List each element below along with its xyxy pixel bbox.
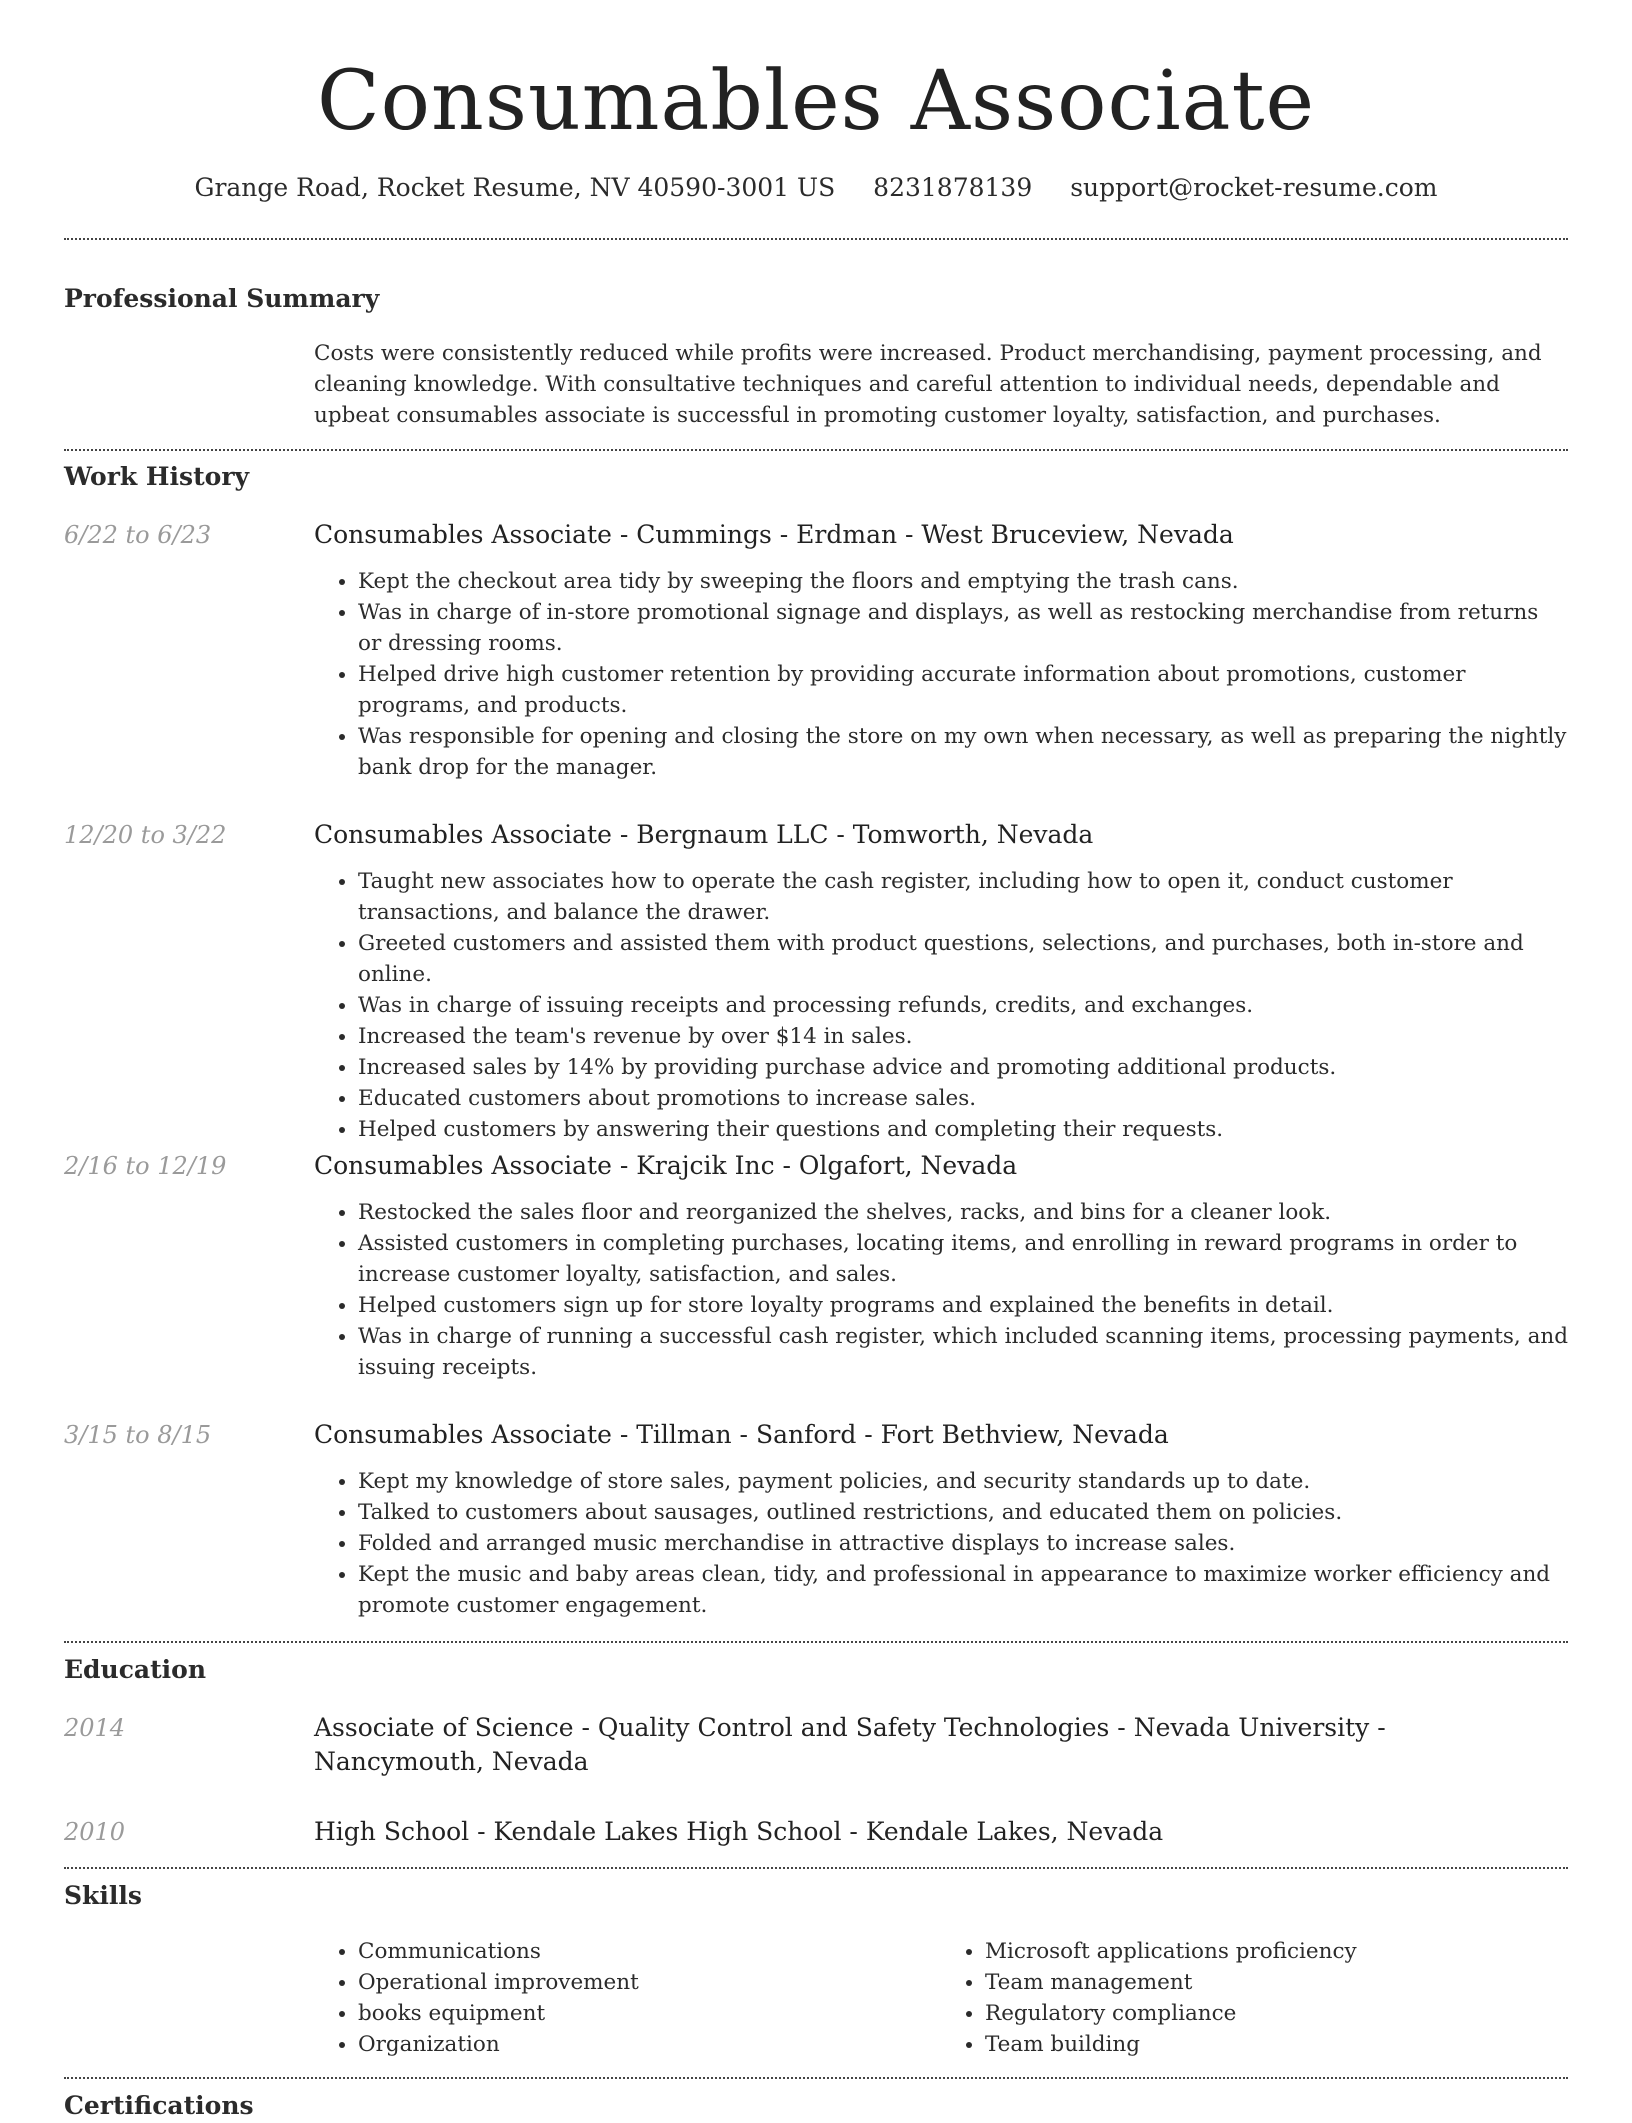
list-item: • Increased sales by 14% by providing purchase advice and promoting additional products. — [358, 1052, 1568, 1083]
list-item: • Helped customers by answering their questions and completing their requests. — [358, 1114, 1568, 1145]
summary-section — [64, 282, 1568, 316]
list-item: • Microsoft applications proficiency — [985, 1936, 1568, 1967]
job-bullets — [314, 866, 1568, 1145]
education-degree: Associate of Science - Quality Control and Safety Technologies — [314, 1713, 1110, 1742]
list-item: • Kept the music and baby areas clean, tidy, and professional in appearance to maximize worker efficiency and promote customer engagement. — [358, 1559, 1568, 1621]
divider — [64, 238, 1568, 240]
summary-text: Costs were consistently reduced while profits were increased. Product merchandising, payment processing, and cleaning knowledge. With consultative techniques and careful attention to individual needs, dependable and upbeat consumables associate is successful in promoting customer loyalty, satisfaction, and purchases. — [314, 341, 1542, 428]
section-title-work-history: Work History — [64, 462, 250, 491]
skills-column-left — [314, 1936, 941, 2060]
list-item: • Operational improvement — [358, 1967, 941, 1998]
job-entry — [64, 1418, 1568, 1621]
email-text: support@rocket-resume.com — [1070, 173, 1438, 202]
education-entry — [64, 1815, 1568, 1849]
summary-body — [64, 338, 1568, 453]
skills-column-right — [941, 1936, 1568, 2060]
education-section — [64, 1653, 1568, 1687]
list-item: • Greeted customers and assisted them with product questions, selections, and purchases, both in-store and online. — [358, 928, 1568, 990]
section-title-education: Education — [64, 1655, 207, 1684]
phone-text: 8231878139 — [873, 173, 1033, 202]
job-title: Consumables Associate - Cummings - Erdman - West Bruceview, Nevada — [314, 520, 1234, 549]
education-degree: High School — [314, 1817, 470, 1846]
certifications-section — [64, 2089, 1568, 2123]
list-item: • Kept the checkout area tidy by sweeping the floors and emptying the trash cans. — [358, 566, 1568, 597]
list-item: • Increased the team's revenue by over $14 in sales. — [358, 1021, 1568, 1052]
list-item: • Kept my knowledge of store sales, payment policies, and security standards up to date. — [358, 1466, 1568, 1497]
education-details: - Nevada University - Nancymouth, Nevada — [314, 1713, 1386, 1776]
job-bullets — [314, 1197, 1568, 1383]
divider — [64, 1867, 1568, 1869]
section-title-certifications: Certifications — [64, 2091, 254, 2120]
work-history-section — [64, 460, 1568, 494]
list-item: • Was in charge of issuing receipts and processing refunds, credits, and exchanges. — [358, 990, 1568, 1021]
job-dates: 3/15 to 8/15 — [64, 1421, 212, 1449]
job-entry — [64, 818, 1568, 1145]
job-title: Consumables Associate - Krajcik Inc - Olgafort, Nevada — [314, 1151, 1018, 1180]
list-item: • Organization — [358, 2029, 941, 2060]
section-title-skills: Skills — [64, 1881, 142, 1910]
list-item: • books equipment — [358, 1998, 941, 2029]
skills-section — [64, 1879, 1568, 1913]
job-entry — [64, 1149, 1568, 1383]
divider — [64, 449, 1568, 451]
page-title: Consumables Associate — [316, 54, 1316, 149]
contact-line — [64, 168, 1568, 208]
list-item: • Educated customers about promotions to increase sales. — [358, 1083, 1568, 1114]
job-entry — [64, 518, 1568, 783]
list-item: • Restocked the sales floor and reorganized the shelves, racks, and bins for a cleaner look. — [358, 1197, 1568, 1228]
list-item: • Talked to customers about sausages, outlined restrictions, and educated them on policies. — [358, 1497, 1568, 1528]
education-details: - Kendale Lakes High School - Kendale Lakes, Nevada — [469, 1817, 1164, 1846]
list-item: • Was in charge of running a successful cash register, which included scanning items, processing payments, and issuing receipts. — [358, 1321, 1568, 1383]
section-title-summary: Professional Summary — [64, 284, 380, 313]
list-item: • Regulatory compliance — [985, 1998, 1568, 2029]
education-year: 2014 — [64, 1714, 126, 1742]
job-dates: 6/22 to 6/23 — [64, 521, 212, 549]
list-item: • Helped drive high customer retention by providing accurate information about promotions, customer programs, and products. — [358, 659, 1568, 721]
list-item: • Taught new associates how to operate the cash register, including how to open it, conduct customer transactions, and balance the drawer. — [358, 866, 1568, 928]
job-bullets — [314, 1466, 1568, 1621]
job-dates: 12/20 to 3/22 — [64, 821, 227, 849]
list-item: • Was responsible for opening and closing the store on my own when necessary, as well as preparing the nightly bank drop for the manager. — [358, 721, 1568, 783]
list-item: • Helped customers sign up for store loyalty programs and explained the benefits in detail. — [358, 1290, 1568, 1321]
header — [64, 52, 1568, 152]
list-item: • Was in charge of in-store promotional signage and displays, as well as restocking merchandise from returns or dressing rooms. — [358, 597, 1568, 659]
job-title: Consumables Associate - Tillman - Sanford - Fort Bethview, Nevada — [314, 1420, 1169, 1449]
job-dates: 2/16 to 12/19 — [64, 1152, 227, 1180]
skills-list — [64, 1936, 1568, 2060]
job-title: Consumables Associate - Bergnaum LLC - Tomworth, Nevada — [314, 820, 1094, 849]
list-item: • Communications — [358, 1936, 941, 1967]
list-item: • Team management — [985, 1967, 1568, 1998]
education-year: 2010 — [64, 1818, 126, 1846]
list-item: • Folded and arranged music merchandise in attractive displays to increase sales. — [358, 1528, 1568, 1559]
list-item: • Assisted customers in completing purchases, locating items, and enrolling in reward programs in order to increase customer loyalty, satisfaction, and sales. — [358, 1228, 1568, 1290]
divider — [64, 2077, 1568, 2079]
address-text: Grange Road, Rocket Resume, NV 40590-3001 US — [194, 173, 836, 202]
education-entry — [64, 1711, 1568, 1779]
divider — [64, 1641, 1568, 1643]
list-item: • Team building — [985, 2029, 1568, 2060]
job-bullets — [314, 566, 1568, 783]
